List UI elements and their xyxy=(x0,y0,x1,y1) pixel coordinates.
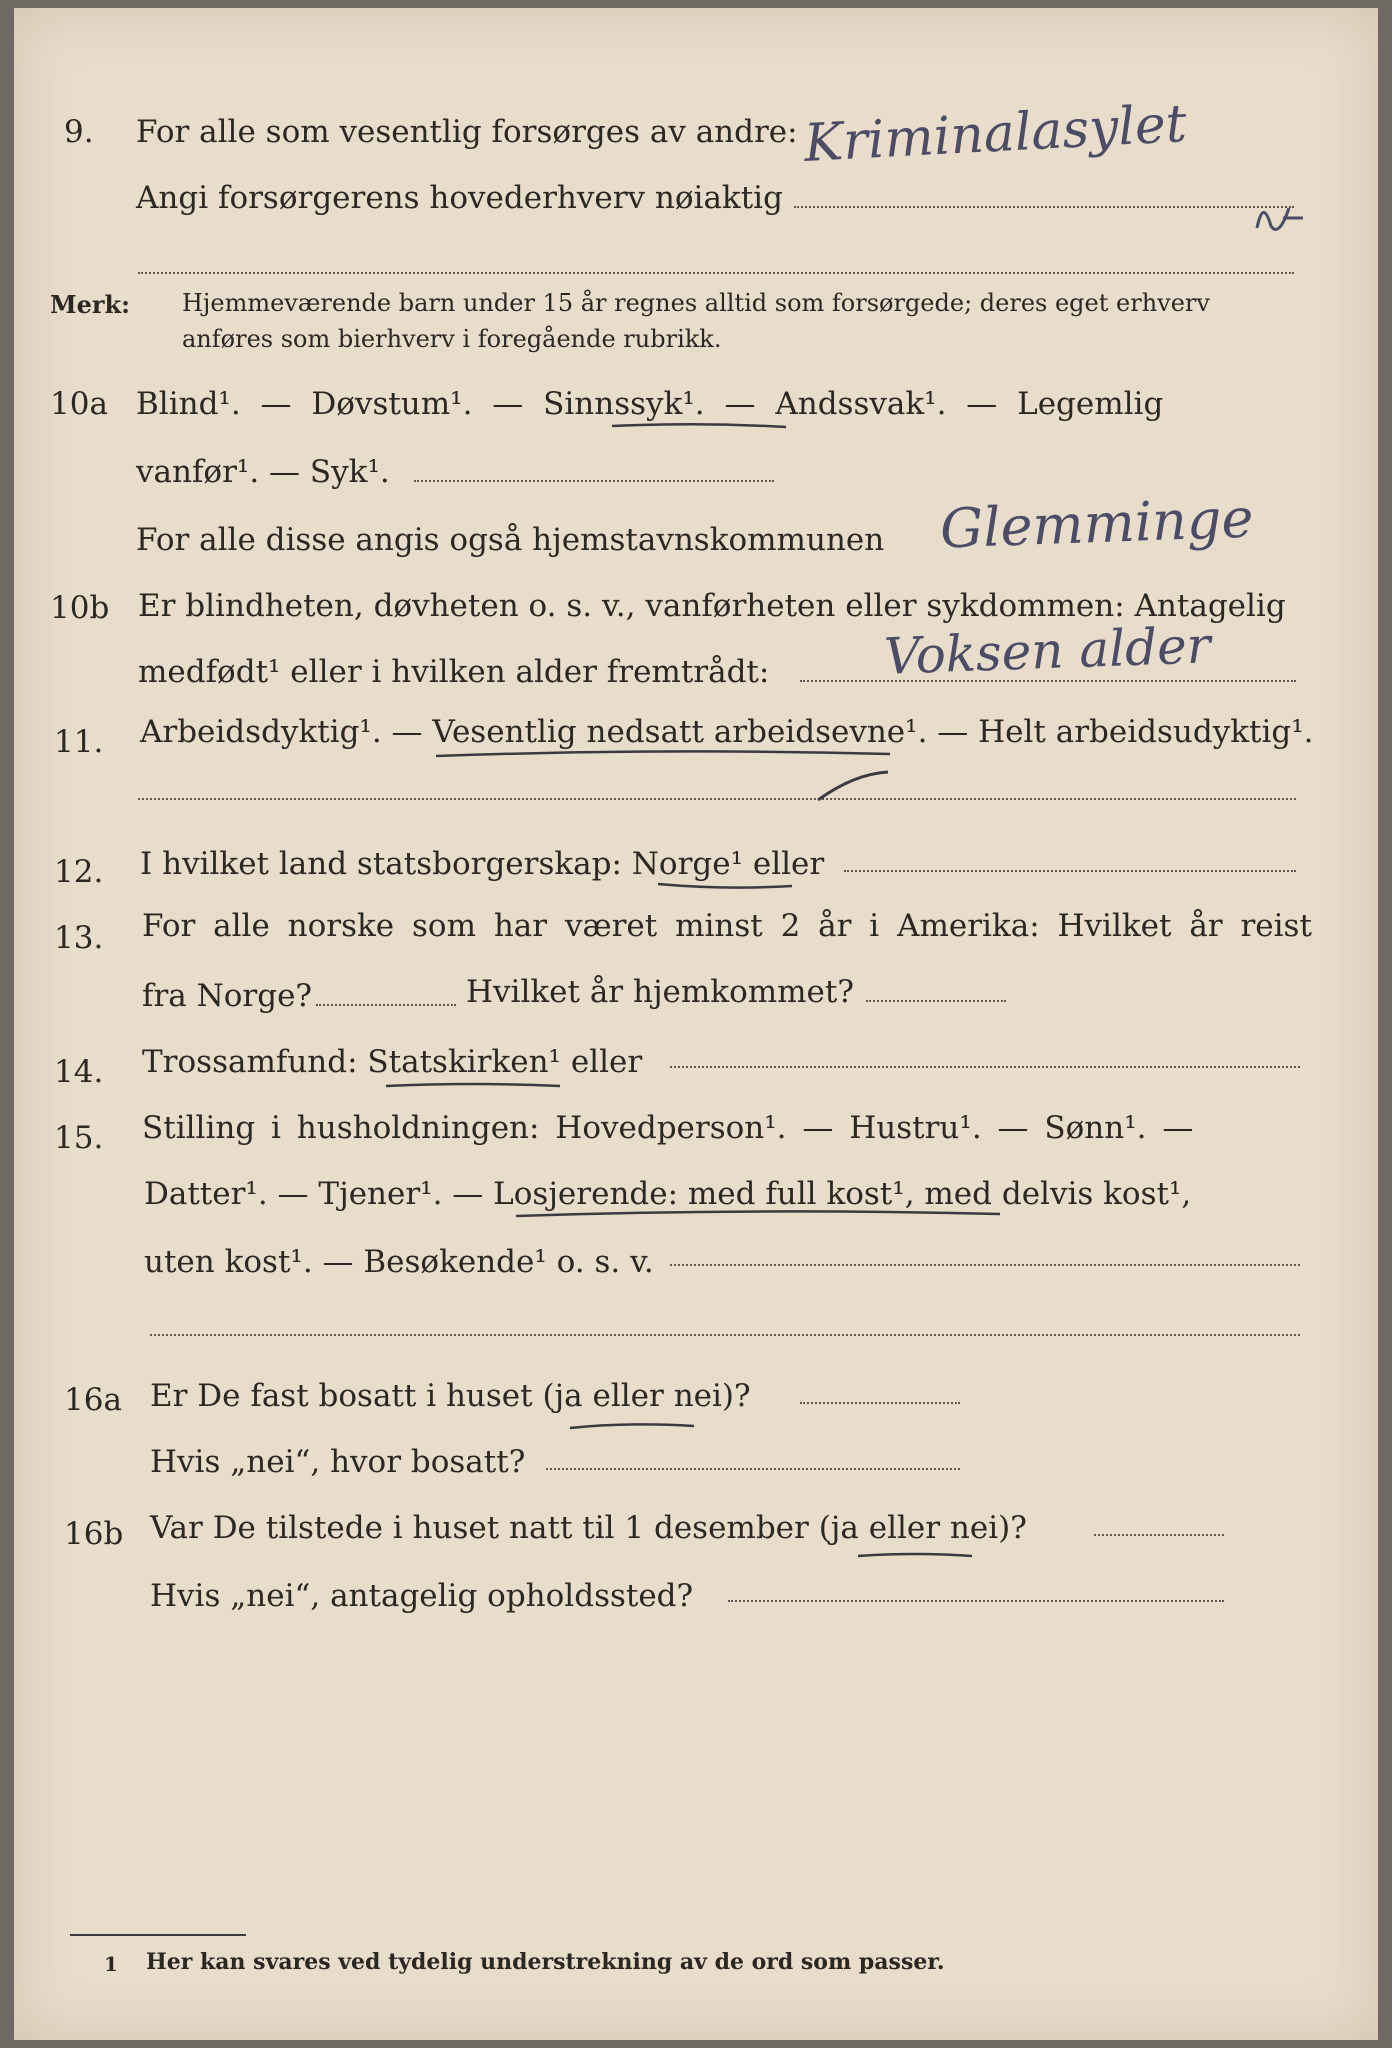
underline-norge xyxy=(656,878,796,894)
answer-line-16a xyxy=(800,1402,960,1404)
question-12-line1: I hvilket land statsborgerskap: Norge¹ eller xyxy=(140,846,825,882)
handwritten-mark-icon xyxy=(1249,188,1309,243)
answer-line-9b xyxy=(138,272,1294,274)
question-13-number: 13. xyxy=(54,920,104,956)
question-10a-line3: For alle disse angis også hjemstavnskommunen xyxy=(136,522,885,558)
question-16b-line2: Hvis „nei“, antagelig opholdssted? xyxy=(150,1578,694,1614)
merk-line1: Hjemmeværende barn under 15 år regnes alltid som forsørgede; deres eget erhverv xyxy=(182,289,1210,317)
question-16a-line1: Er De fast bosatt i huset (ja eller nei)? xyxy=(150,1378,751,1414)
answer-line-13a xyxy=(316,1004,456,1006)
handwritten-answer-10a: Glemminge xyxy=(938,486,1255,561)
question-15-line3: uten kost¹. — Besøkende¹ o. s. v. xyxy=(144,1244,654,1280)
question-15-line2: Datter¹. — Tjener¹. — Losjerende: med full kost¹, med delvis kost¹, xyxy=(144,1176,1192,1212)
question-9-line1: For alle som vesentlig forsørges av andre: xyxy=(136,114,798,150)
question-9-line2: Angi forsørgerens hovederhverv nøiaktig xyxy=(136,180,783,216)
answer-line-14 xyxy=(670,1066,1300,1068)
footnote-rule xyxy=(70,1934,246,1936)
handwritten-answer-10b: Voksen alder xyxy=(883,616,1212,686)
underline-losjerende-full-kost xyxy=(514,1204,1004,1224)
question-10a-line2: vanfør¹. — Syk¹. xyxy=(136,454,390,490)
answer-line-15 xyxy=(670,1264,1300,1266)
answer-line-11 xyxy=(138,798,1296,800)
underline-sinnssyk xyxy=(610,418,790,432)
underline-statskirken xyxy=(384,1078,564,1094)
question-14-number: 14. xyxy=(54,1054,104,1090)
footnote-text: Her kan svares ved tydelig understrekning av de ord som passer. xyxy=(146,1949,945,1975)
underline-ja-16b xyxy=(856,1548,976,1564)
question-9-number: 9. xyxy=(64,114,94,150)
question-13-line1: For alle norske som har været minst 2 år i Amerika: Hvilket år reist xyxy=(142,908,1312,944)
answer-line-16b xyxy=(1094,1534,1224,1536)
underline-vesentlig-nedsatt xyxy=(434,746,894,766)
answer-line-9 xyxy=(794,206,1294,208)
question-10b-line2: medfødt¹ eller i hvilken alder fremtrådt: xyxy=(138,654,770,690)
question-13-line2a: fra Norge? xyxy=(142,978,313,1014)
question-15-number: 15. xyxy=(54,1120,104,1156)
handwritten-dash-icon xyxy=(814,766,894,806)
question-10a-line1: Blind¹. — Døvstum¹. — Sinnssyk¹. — Andssvak¹. — Legemlig xyxy=(136,386,1164,422)
question-16b-number: 16b xyxy=(64,1516,124,1552)
answer-line-16a2 xyxy=(546,1468,960,1470)
answer-line-16b2 xyxy=(728,1600,1224,1602)
answer-line-12 xyxy=(844,870,1296,872)
answer-line-13b xyxy=(866,1000,1006,1002)
footnote-marker: 1 xyxy=(104,1952,118,1976)
answer-line-15b xyxy=(150,1334,1300,1336)
handwritten-answer-9: Kriminalasylet xyxy=(802,94,1189,174)
answer-line-10a xyxy=(414,480,774,482)
merk-label: Merk: xyxy=(50,290,130,319)
question-12-number: 12. xyxy=(54,854,104,890)
census-form-page xyxy=(14,8,1378,2040)
answer-line-10b xyxy=(800,680,1296,682)
question-10b-number: 10b xyxy=(50,590,110,626)
question-16b-line1: Var De tilstede i huset natt til 1 desember (ja eller nei)? xyxy=(150,1510,1027,1546)
merk-line2: anføres som bierhverv i foregående rubrikk. xyxy=(182,325,722,353)
question-11-line1: Arbeidsdyktig¹. — Vesentlig nedsatt arbeidsevne¹. — Helt arbeidsudyktig¹. xyxy=(140,714,1314,750)
question-13-line2b: Hvilket år hjemkommet? xyxy=(466,974,854,1010)
question-11-number: 11. xyxy=(54,724,104,760)
question-10a-number: 10a xyxy=(50,386,108,422)
question-15-line1: Stilling i husholdningen: Hovedperson¹. — Hustru¹. — Sønn¹. — xyxy=(142,1110,1194,1146)
underline-ja xyxy=(568,1418,698,1434)
question-14-line1: Trossamfund: Statskirken¹ eller xyxy=(142,1044,643,1080)
question-16a-number: 16a xyxy=(64,1382,122,1418)
question-10b-line1: Er blindheten, døvheten o. s. v., vanførheten eller sykdommen: Antagelig xyxy=(138,588,1286,624)
question-16a-line2: Hvis „nei“, hvor bosatt? xyxy=(150,1444,526,1480)
